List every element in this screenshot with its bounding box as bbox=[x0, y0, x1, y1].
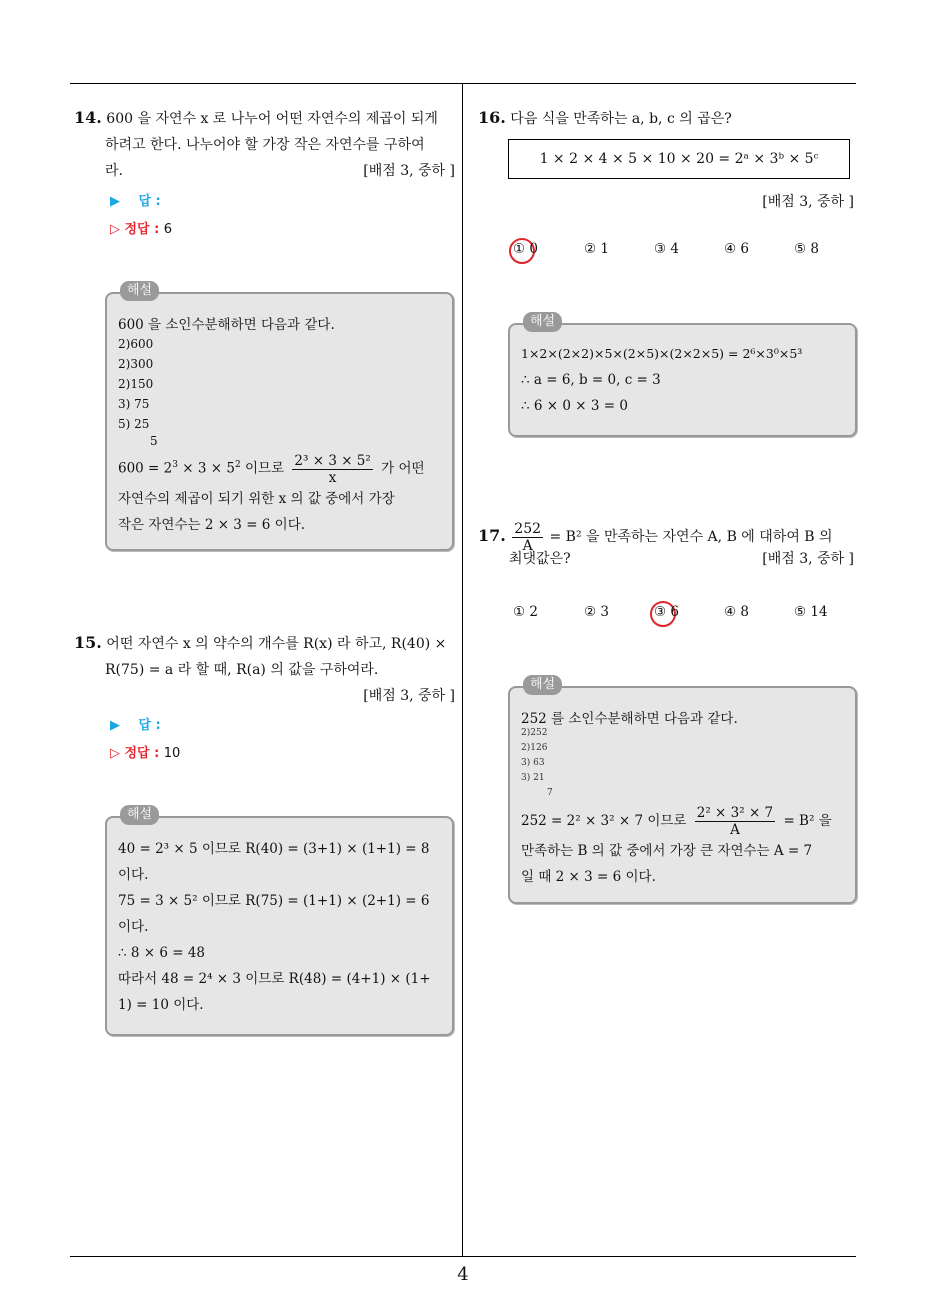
question-15 bbox=[74, 630, 459, 709]
solution-line: 만족하는 B 의 값 중에서 가장 큰 자연수는 A = 7 bbox=[521, 843, 813, 859]
fraction-numerator: 252 bbox=[514, 520, 542, 537]
solution-line: ∴ 6 × 0 × 3 = 0 bbox=[521, 398, 628, 414]
play-icon: ▶ bbox=[110, 718, 120, 733]
question-meta: [배점 3, 중하 ] bbox=[762, 194, 854, 210]
choice-5[interactable]: ⑤ 8 bbox=[794, 241, 819, 257]
division-step: 2)600 bbox=[118, 337, 154, 351]
choice-4[interactable]: ④ 6 bbox=[724, 241, 749, 257]
division-step: 2)126 bbox=[521, 743, 548, 753]
question-number: 15. bbox=[74, 633, 102, 652]
solution-line: 일 때 2 × 3 = 6 이다. bbox=[521, 869, 656, 885]
question-meta: [배점 3, 중하 ] bbox=[363, 688, 455, 704]
solution-line: 이다. bbox=[118, 867, 149, 883]
question-14 bbox=[74, 105, 459, 184]
solution-line bbox=[118, 452, 448, 486]
question-number: 14. bbox=[74, 108, 102, 127]
correct-value: 10 bbox=[163, 746, 181, 761]
solution-tag: 해설 bbox=[523, 312, 562, 332]
fraction-denominator: A bbox=[730, 822, 740, 838]
play-outline-icon: ▷ bbox=[110, 222, 120, 237]
expr-part: × 3 × 5 bbox=[178, 460, 235, 477]
solution-tag: 해설 bbox=[523, 675, 562, 695]
solution-line: 따라서 48 = 2⁴ × 3 이므로 R(48) = (4+1) × (1+ bbox=[118, 971, 431, 987]
exponent: 3 bbox=[172, 460, 178, 470]
answer-label: 답 : bbox=[138, 194, 161, 209]
solution-line: 1) = 10 이다. bbox=[118, 997, 204, 1013]
solution-line: 이다. bbox=[118, 919, 149, 935]
page-number: 4 bbox=[457, 1264, 469, 1285]
question-meta: [배점 3, 중하 ] bbox=[762, 551, 854, 567]
equation-box: 1 × 2 × 4 × 5 × 10 × 20 = 2ᵃ × 3ᵇ × 5ᶜ bbox=[508, 139, 850, 179]
correct-value: 6 bbox=[163, 222, 173, 237]
fraction bbox=[695, 805, 775, 838]
answer-line bbox=[110, 190, 161, 209]
question-text-line: = B² 을 만족하는 자연수 A, B 에 대하여 B 의 bbox=[549, 529, 833, 545]
fraction-denominator: x bbox=[328, 469, 337, 486]
play-outline-icon: ▷ bbox=[110, 746, 120, 761]
question-text-line: 라. bbox=[105, 163, 123, 179]
expr-part: 252 = 2² × 3² × 7 이므로 bbox=[521, 813, 687, 829]
fraction-denominator: A bbox=[522, 537, 533, 554]
correct-answer-line bbox=[110, 218, 172, 237]
expr-part: = B² 을 bbox=[783, 813, 832, 829]
play-icon: ▶ bbox=[110, 194, 120, 209]
division-step: 7 bbox=[547, 788, 553, 798]
question-16 bbox=[478, 105, 858, 132]
solution-line: ∴ 8 × 6 = 48 bbox=[118, 945, 206, 961]
question-text-line: 최댓값은? bbox=[509, 551, 571, 567]
question-number: 17. bbox=[478, 526, 506, 545]
division-step: 5 bbox=[150, 434, 158, 448]
solution-line bbox=[521, 805, 851, 838]
choice-list-16 bbox=[513, 241, 853, 263]
solution-content-17 bbox=[521, 706, 851, 890]
solution-line: 252 를 소인수분해하면 다음과 같다. bbox=[521, 711, 738, 727]
solution-line: ∴ a = 6, b = 0, c = 3 bbox=[521, 372, 661, 388]
answer-label: 답 : bbox=[138, 718, 161, 733]
division-step: 2)252 bbox=[521, 728, 548, 738]
fraction bbox=[292, 453, 372, 486]
solution-tag: 해설 bbox=[120, 805, 159, 825]
division-step: 3) 21 bbox=[521, 773, 545, 783]
choice-4[interactable]: ④ 8 bbox=[724, 604, 749, 620]
division-step: 3) 63 bbox=[521, 758, 545, 768]
exponent: 2 bbox=[234, 460, 241, 470]
bottom-rule bbox=[70, 1256, 856, 1257]
solution-line: 75 = 3 × 5² 이므로 R(75) = (1+1) × (2+1) = 6 bbox=[118, 893, 430, 909]
choice-2[interactable]: ② 3 bbox=[584, 604, 609, 620]
prime-division bbox=[521, 726, 851, 801]
question-text-line: 다음 식을 만족하는 a, b, c 의 곱은? bbox=[510, 111, 732, 127]
choice-3[interactable]: ③ 6 bbox=[654, 604, 679, 620]
choice-3[interactable]: ③ 4 bbox=[654, 241, 679, 257]
top-rule bbox=[70, 83, 856, 84]
correct-answer-line bbox=[110, 742, 180, 761]
question-text-line: R(75) = a 라 할 때, R(a) 의 값을 구하여라. bbox=[105, 662, 379, 678]
division-step: 2)300 bbox=[118, 357, 154, 371]
question-number: 16. bbox=[478, 108, 506, 127]
question-text-line: 600 을 자연수 x 로 나누어 어떤 자연수의 제곱이 되게 bbox=[106, 111, 438, 127]
correct-label: 정답 : bbox=[124, 222, 160, 237]
solution-line: 40 = 2³ × 5 이므로 R(40) = (3+1) × (1+1) = 8 bbox=[118, 841, 430, 857]
solution-content-15 bbox=[118, 836, 448, 1018]
choice-5[interactable]: ⑤ 14 bbox=[794, 604, 828, 620]
correct-label: 정답 : bbox=[124, 746, 160, 761]
question-text-line: 하려고 한다. 나누어야 할 가장 작은 자연수를 구하여 bbox=[105, 137, 425, 153]
choice-1[interactable]: ① 2 bbox=[513, 604, 538, 620]
question-17 bbox=[478, 517, 858, 570]
solution-content-16 bbox=[521, 341, 851, 419]
solution-content-14 bbox=[118, 312, 448, 538]
choice-1[interactable]: ① 0 bbox=[513, 241, 538, 257]
expr-part: 이므로 bbox=[240, 460, 285, 477]
solution-line: 작은 자연수는 2 × 3 = 6 이다. bbox=[118, 516, 306, 533]
solution-line: 자연수의 제곱이 되기 위한 x 의 값 중에서 가장 bbox=[118, 490, 395, 507]
solution-line: 1×2×(2×2)×5×(2×5)×(2×2×5) = 2⁶×3⁰×5³ bbox=[521, 346, 803, 361]
expr-part: 600 = 2 bbox=[118, 460, 173, 477]
choice-2[interactable]: ② 1 bbox=[584, 241, 609, 257]
prime-division bbox=[118, 334, 448, 448]
solution-tag: 해설 bbox=[120, 281, 159, 301]
column-divider bbox=[462, 83, 463, 1256]
fraction-numerator: 2² × 3² × 7 bbox=[696, 805, 774, 821]
division-step: 2)150 bbox=[118, 377, 154, 391]
question-meta: [배점 3, 중하 ] bbox=[363, 163, 455, 179]
choice-list-17 bbox=[513, 604, 853, 626]
expr-part: 가 어떤 bbox=[381, 460, 425, 477]
division-step: 5) 25 bbox=[118, 417, 150, 431]
division-step: 3) 75 bbox=[118, 397, 150, 411]
fraction-numerator: 2³ × 3 × 5² bbox=[294, 452, 371, 469]
question-text-line: 어떤 자연수 x 의 약수의 개수를 R(x) 라 하고, R(40) × bbox=[106, 636, 447, 652]
answer-line bbox=[110, 714, 161, 733]
solution-line: 600 을 소인수분해하면 다음과 같다. bbox=[118, 317, 335, 333]
